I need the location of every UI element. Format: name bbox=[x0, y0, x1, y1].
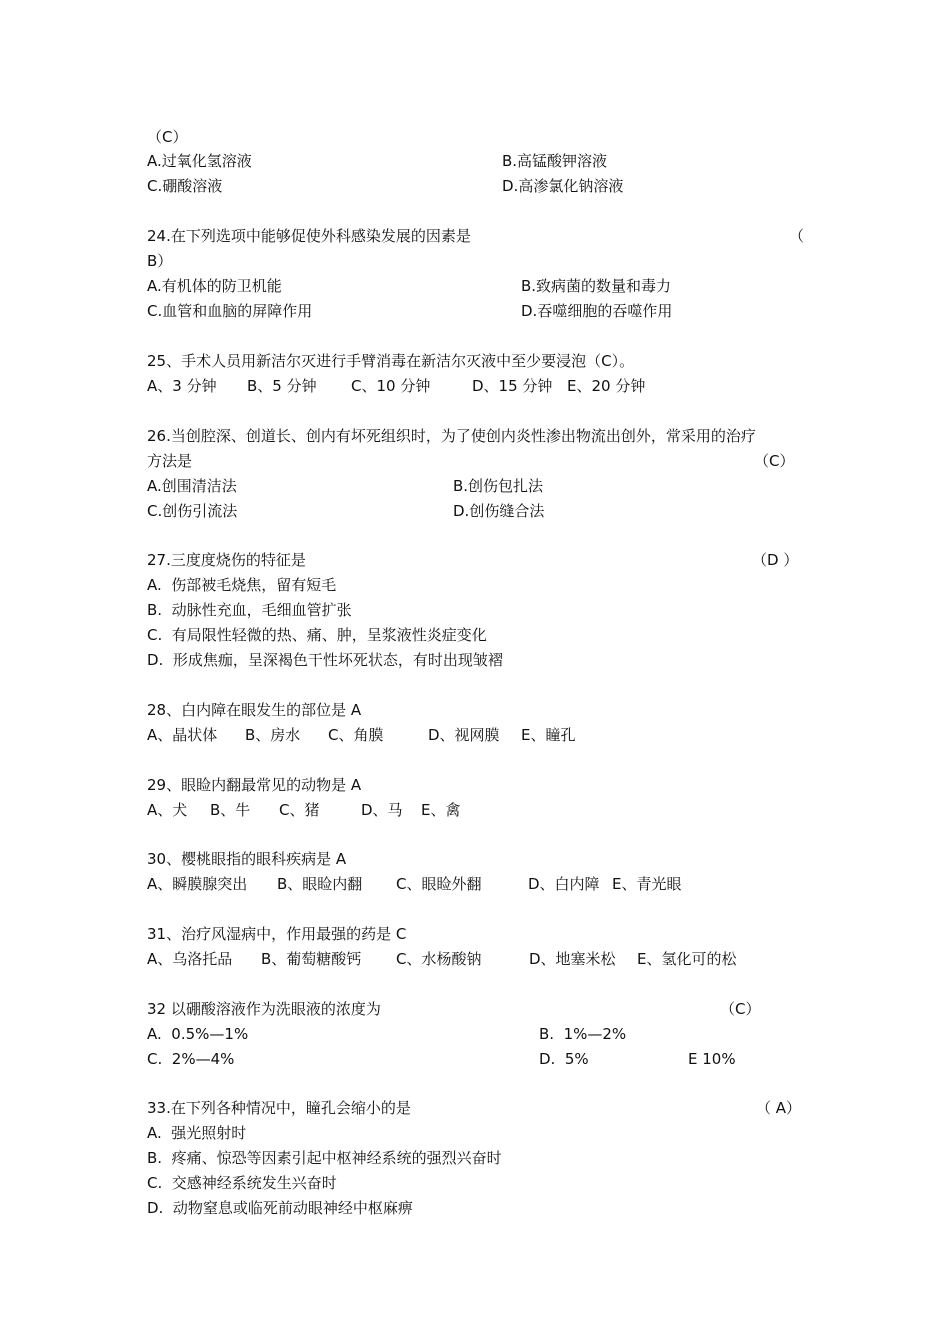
q27-stem: 27.三度度烧伤的特征是 bbox=[147, 551, 306, 569]
q28-option-c: C、角膜 bbox=[328, 726, 384, 744]
q32-answer: （C） bbox=[720, 1000, 761, 1018]
q23-option-a: A.过氧化氢溶液 bbox=[147, 152, 252, 170]
q26-option-b: B.创伤包扎法 bbox=[453, 477, 544, 495]
q26-stem-cont: 方法是 bbox=[147, 452, 193, 470]
q23-answer: （C） bbox=[147, 128, 188, 146]
q25-option-d: D、15 分钟 bbox=[472, 377, 553, 395]
q33-option-a: A. 强光照射时 bbox=[147, 1124, 247, 1142]
q27-option-b: B. 动脉性充血，毛细血管扩张 bbox=[147, 601, 352, 619]
q31-option-a: A、乌洛托品 bbox=[147, 950, 233, 968]
q24-option-a: A.有机体的防卫机能 bbox=[147, 277, 282, 295]
q28-option-b: B、房水 bbox=[245, 726, 301, 744]
q28-option-a: A、晶状体 bbox=[147, 726, 218, 744]
q23-option-b: B.高锰酸钾溶液 bbox=[502, 152, 608, 170]
q29-option-d: D、马 bbox=[361, 801, 403, 819]
q32-stem: 32 以硼酸溶液作为洗眼液的浓度为 bbox=[147, 1000, 381, 1018]
q33-option-d: D. 动物窒息或临死前动眼神经中枢麻痹 bbox=[147, 1199, 413, 1217]
q32-option-d: D. 5% bbox=[539, 1050, 589, 1068]
q27-option-a: A. 伤部被毛烧焦，留有短毛 bbox=[147, 576, 337, 594]
q31-option-c: C、水杨酸钠 bbox=[396, 950, 482, 968]
q26-option-d: D.创伤缝合法 bbox=[453, 502, 545, 520]
q32-option-b: B. 1%—2% bbox=[539, 1025, 627, 1043]
q24-paren-open: （ bbox=[789, 227, 805, 245]
q26-option-c: C.创伤引流法 bbox=[147, 502, 238, 520]
q24-stem: 24.在下列选项中能够促使外科感染发展的因素是 bbox=[147, 227, 471, 245]
q31-stem: 31、治疗风湿病中，作用最强的药是 C bbox=[147, 925, 407, 943]
q30-option-d: D、白内障 bbox=[528, 875, 600, 893]
q23-option-c: C.硼酸溶液 bbox=[147, 177, 223, 195]
q29-option-e: E、禽 bbox=[421, 801, 461, 819]
q25-option-c: C、10 分钟 bbox=[351, 377, 431, 395]
q31-option-d: D、地塞米松 bbox=[529, 950, 616, 968]
q27-answer: （D ） bbox=[752, 551, 799, 569]
q23-option-d: D.高渗氯化钠溶液 bbox=[502, 177, 624, 195]
q26-answer: （C） bbox=[754, 452, 795, 470]
q32-option-a: A. 0.5%—1% bbox=[147, 1025, 249, 1043]
q24-option-b: B.致病菌的数量和毒力 bbox=[521, 277, 672, 295]
q32-option-c: C. 2%—4% bbox=[147, 1050, 235, 1068]
q25-stem: 25、手术人员用新洁尔灭进行手臂消毒在新洁尔灭液中至少要浸泡（C）。 bbox=[147, 352, 635, 370]
q24-option-d: D.吞噬细胞的吞噬作用 bbox=[521, 302, 673, 320]
q27-option-c: C. 有局限性轻微的热、痛、肿，呈浆液性炎症变化 bbox=[147, 626, 487, 644]
q28-option-d: D、视网膜 bbox=[428, 726, 500, 744]
q30-option-a: A、瞬膜腺突出 bbox=[147, 875, 248, 893]
q30-option-e: E、青光眼 bbox=[612, 875, 682, 893]
q24-answer: B） bbox=[147, 252, 173, 270]
q33-option-c: C. 交感神经系统发生兴奋时 bbox=[147, 1174, 337, 1192]
q30-stem: 30、樱桃眼指的眼科疾病是 A bbox=[147, 850, 347, 868]
q28-stem: 28、白内障在眼发生的部位是 A bbox=[147, 701, 362, 719]
q24-option-c: C.血管和血脑的屏障作用 bbox=[147, 302, 313, 320]
q31-option-b: B、葡萄糖酸钙 bbox=[261, 950, 362, 968]
q32-option-e: E 10% bbox=[688, 1050, 736, 1068]
q25-option-b: B、5 分钟 bbox=[247, 377, 317, 395]
q29-option-b: B、牛 bbox=[210, 801, 251, 819]
q30-option-c: C、眼睑外翻 bbox=[396, 875, 482, 893]
q28-option-e: E、瞳孔 bbox=[521, 726, 576, 744]
q25-option-a: A、3 分钟 bbox=[147, 377, 217, 395]
q30-option-b: B、眼睑内翻 bbox=[277, 875, 363, 893]
q33-option-b: B. 疼痛、惊恐等因素引起中枢神经系统的强烈兴奋时 bbox=[147, 1149, 502, 1167]
q26-option-a: A.创围清洁法 bbox=[147, 477, 237, 495]
q33-answer: （ A） bbox=[756, 1099, 802, 1117]
q27-option-d: D. 形成焦痂，呈深褐色干性坏死状态，有时出现皱褶 bbox=[147, 651, 503, 669]
q29-option-a: A、犬 bbox=[147, 801, 188, 819]
q26-stem: 26.当创腔深、创道长、创内有坏死组织时，为了使创内炎性渗出物流出创外，常采用的治疗 bbox=[147, 427, 756, 445]
q33-stem: 33.在下列各种情况中，瞳孔会缩小的是 bbox=[147, 1099, 411, 1117]
q31-option-e: E、氢化可的松 bbox=[637, 950, 737, 968]
q29-stem: 29、眼睑内翻最常见的动物是 A bbox=[147, 776, 362, 794]
q25-option-e: E、20 分钟 bbox=[567, 377, 646, 395]
q29-option-c: C、猪 bbox=[279, 801, 320, 819]
